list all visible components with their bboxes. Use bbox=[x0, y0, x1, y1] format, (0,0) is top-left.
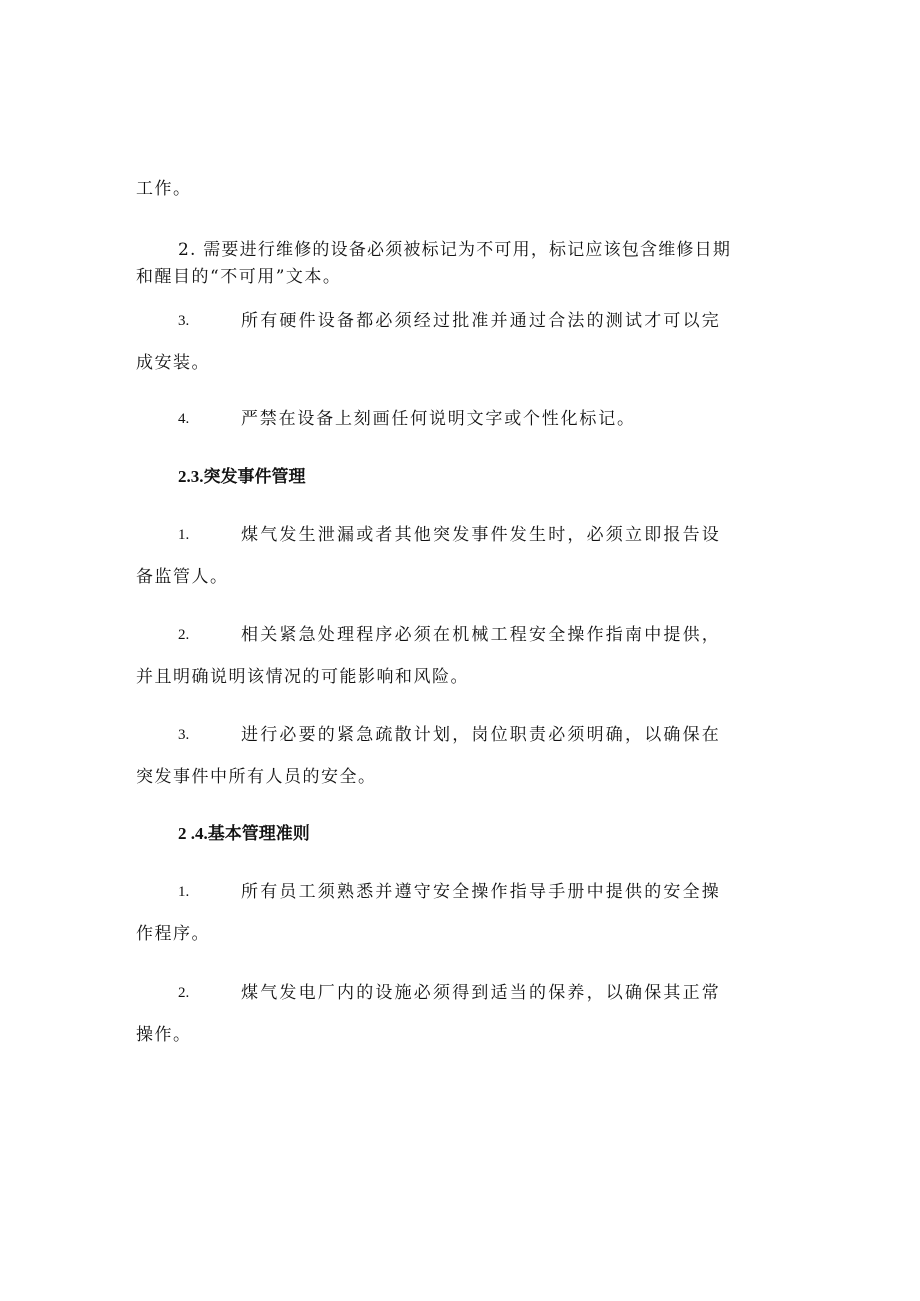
section-number: 2.3. bbox=[178, 467, 204, 486]
list-item-2-line1: 2. 需要进行维修的设备必须被标记为不可用，标记应该包含维修日期 bbox=[178, 240, 732, 260]
list-item-4-number: 4. bbox=[178, 411, 190, 427]
list-item-4-line1: 严禁在设备上刻画任何说明文字或个性化标记。 bbox=[241, 409, 636, 429]
list-item-number: 2. bbox=[178, 985, 190, 1001]
section-number: 2 .4. bbox=[178, 824, 208, 843]
section-heading-2-4 bbox=[178, 823, 310, 845]
list-item-line2: 突发事件中所有人员的安全。 bbox=[136, 767, 377, 787]
list-item-number: 1. bbox=[178, 527, 190, 543]
list-item-number: 3. bbox=[178, 727, 190, 743]
list-item-number: 2. bbox=[178, 627, 190, 643]
list-item-line1: 相关紧急处理程序必须在机械工程安全操作指南中提供， bbox=[241, 625, 721, 645]
list-item-line2: 作程序。 bbox=[136, 924, 210, 944]
list-item-number: 1. bbox=[178, 884, 190, 900]
list-item-line1: 煤气发生泄漏或者其他突发事件发生时，必须立即报告设 bbox=[241, 525, 721, 545]
section-title: 突发事件管理 bbox=[203, 467, 306, 487]
list-item-line2: 备监管人。 bbox=[136, 567, 229, 587]
list-item-line1: 煤气发电厂内的设施必须得到适当的保养，以确保其正常 bbox=[241, 983, 721, 1003]
list-item-3-line1: 所有硬件设备都必须经过批准并通过合法的测试才可以完 bbox=[241, 311, 721, 331]
section-title: 基本管理准则 bbox=[207, 824, 310, 844]
list-item-2-line2: 和醒目的“不可用”文本。 bbox=[136, 267, 342, 287]
list-item-3-number: 3. bbox=[178, 313, 190, 329]
list-item-line2: 并且明确说明该情况的可能影响和风险。 bbox=[136, 667, 469, 687]
section-heading-2-3 bbox=[178, 466, 306, 488]
list-item-line1: 进行必要的紧急疏散计划，岗位职责必须明确，以确保在 bbox=[241, 725, 721, 745]
list-item-line1: 所有员工须熟悉并遵守安全操作指导手册中提供的安全操 bbox=[241, 882, 721, 902]
list-item-3-line2: 成安装。 bbox=[136, 353, 210, 373]
paragraph-continuation: 工作。 bbox=[136, 179, 192, 199]
list-item-line2: 操作。 bbox=[136, 1025, 192, 1045]
